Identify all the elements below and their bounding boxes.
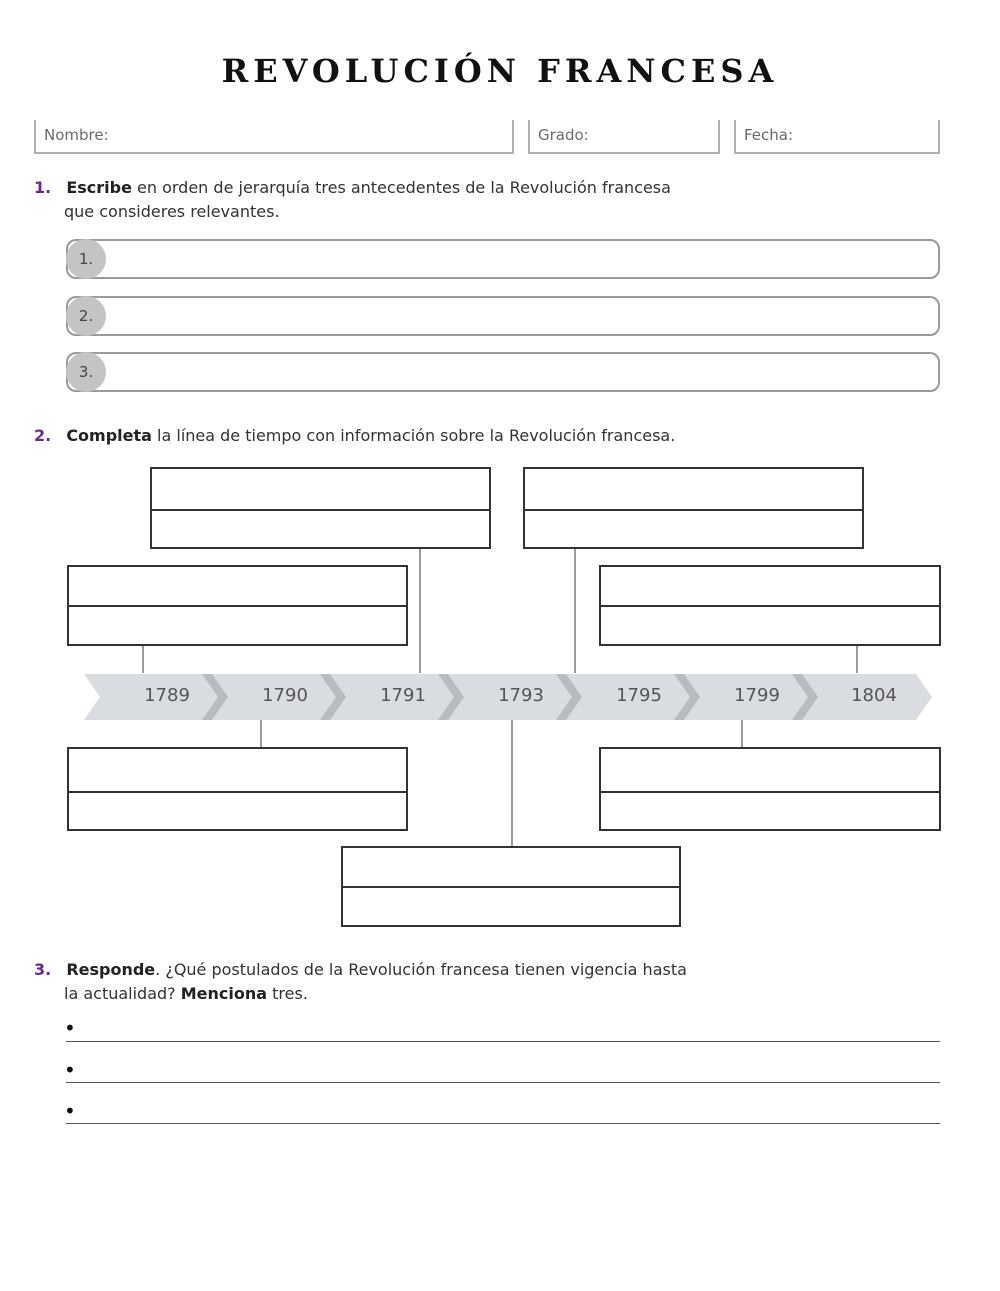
timeline-box-top-left: [150, 467, 491, 549]
grado-field[interactable]: [528, 120, 720, 154]
question-3-text-line1: . ¿Qué postulados de la Revolución francesa tienen vigencia hasta: [155, 960, 687, 979]
timeline-box-low-right: [599, 747, 941, 831]
timeline-box-field[interactable]: [69, 749, 406, 791]
timeline-box-field[interactable]: [601, 607, 939, 644]
timeline-box-field[interactable]: [525, 469, 862, 509]
timeline-box-field[interactable]: [69, 793, 406, 829]
timeline-box-bottom-center: [341, 846, 681, 927]
question-3: [34, 958, 934, 1006]
question-3-text-line2a: la actualidad?: [64, 984, 181, 1003]
timeline-box-field[interactable]: [525, 511, 862, 547]
bullet: •: [64, 1099, 76, 1123]
timeline-year: 1791: [380, 685, 426, 706]
timeline-box-field[interactable]: [601, 749, 939, 791]
question-2-number: 2.: [34, 426, 52, 445]
question-1-number: 1.: [34, 178, 52, 197]
question-3-number: 3.: [34, 960, 52, 979]
nombre-label: Nombre:: [44, 126, 109, 144]
question-1-verb: Escribe: [66, 178, 132, 197]
timeline-connector: [856, 645, 858, 673]
timeline-year: 1804: [851, 685, 897, 706]
question-3-verb: Responde: [66, 960, 156, 979]
answer-number-1: 1.: [66, 239, 106, 279]
fecha-field[interactable]: [734, 120, 940, 154]
answer-row-1[interactable]: [66, 239, 940, 279]
answer-row-2[interactable]: [66, 296, 940, 336]
timeline-box-low-left: [67, 747, 408, 831]
question-1: [34, 176, 934, 224]
nombre-field[interactable]: [34, 120, 514, 154]
timeline-year: 1790: [262, 685, 308, 706]
timeline-box-field[interactable]: [69, 567, 406, 605]
question-3-text-line2b: tres.: [267, 984, 308, 1003]
bullet: •: [64, 1058, 76, 1082]
timeline-year: 1793: [498, 685, 544, 706]
timeline-year: 1789: [144, 685, 190, 706]
answer-line-1[interactable]: [66, 1041, 940, 1042]
timeline-box-field[interactable]: [152, 469, 489, 509]
grado-label: Grado:: [538, 126, 589, 144]
timeline-box-field[interactable]: [343, 888, 679, 925]
timeline-year: 1799: [734, 685, 780, 706]
bullet: •: [64, 1016, 76, 1040]
timeline-connector: [260, 720, 262, 748]
timeline-connector: [419, 548, 421, 673]
timeline-box-field[interactable]: [343, 848, 679, 886]
answer-line-3[interactable]: [66, 1123, 940, 1124]
timeline-connector: [142, 645, 144, 673]
timeline-box-field[interactable]: [152, 511, 489, 547]
page-title: REVOLUCIÓN FRANCESA: [221, 52, 779, 90]
question-3-verb-2: Menciona: [180, 984, 268, 1003]
answer-number-2: 2.: [66, 296, 106, 336]
answer-row-3[interactable]: [66, 352, 940, 392]
question-2-text: la línea de tiempo con información sobre la Revolución francesa.: [151, 426, 676, 445]
timeline-box-field[interactable]: [601, 793, 939, 829]
timeline-box-field[interactable]: [69, 607, 406, 644]
answer-line-2[interactable]: [66, 1082, 940, 1083]
question-1-text-line1: en orden de jerarquía tres antecedentes de la Revolución francesa: [131, 178, 671, 197]
timeline-box-field[interactable]: [601, 567, 939, 605]
timeline-connector: [574, 548, 576, 673]
question-2-verb: Completa: [66, 426, 152, 445]
answer-number-3: 3.: [66, 352, 106, 392]
timeline-connector: [511, 720, 513, 847]
timeline-box-mid-left: [67, 565, 408, 646]
timeline-year: 1795: [616, 685, 662, 706]
timeline-box-top-right: [523, 467, 864, 549]
timeline-connector: [741, 720, 743, 748]
fecha-label: Fecha:: [744, 126, 794, 144]
question-2: [34, 424, 934, 448]
question-1-text-line2: que consideres relevantes.: [64, 202, 280, 221]
timeline-box-mid-right: [599, 565, 941, 646]
